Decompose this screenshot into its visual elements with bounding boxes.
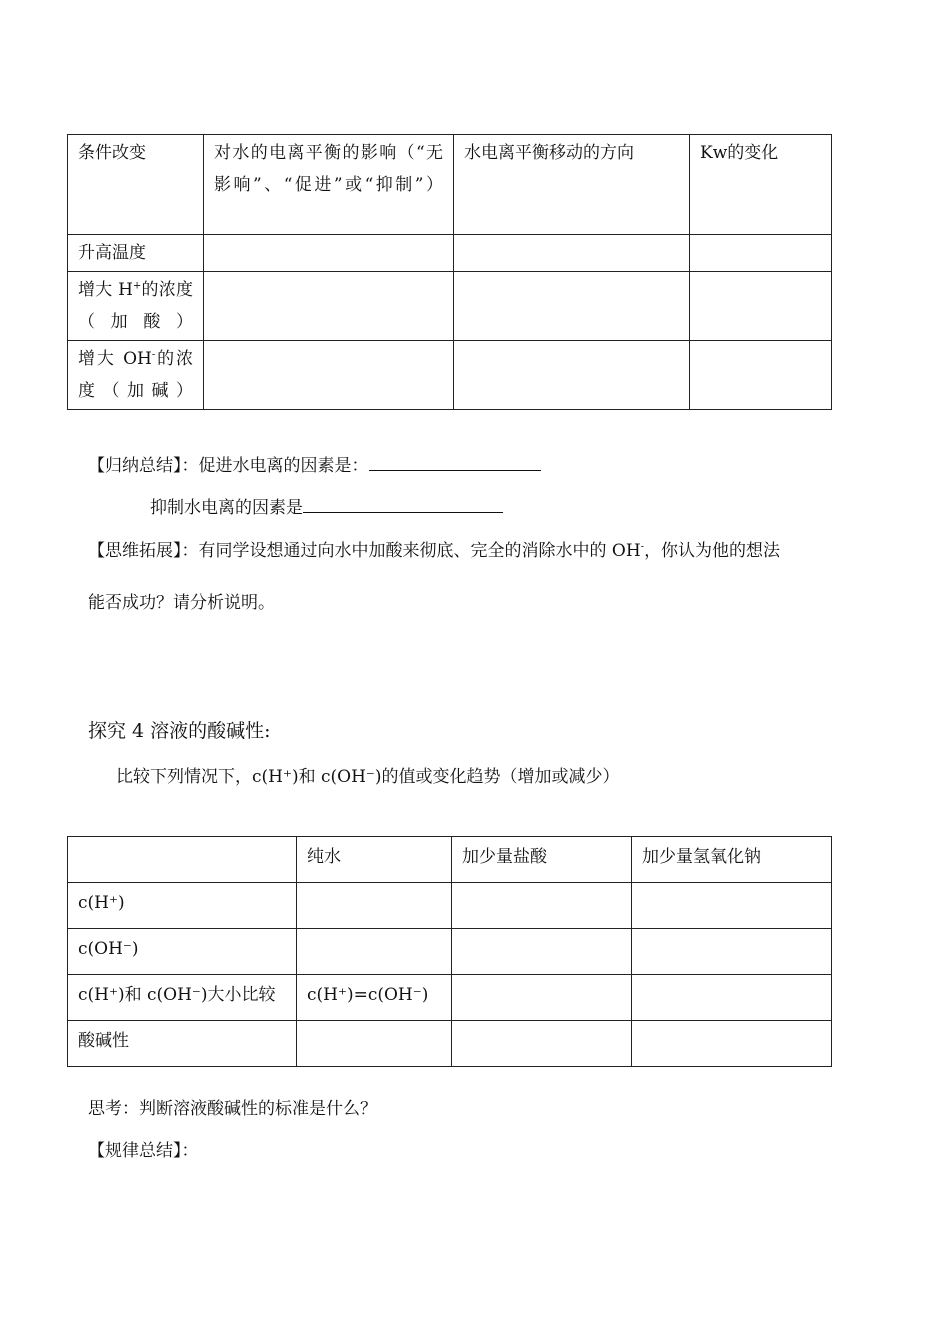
answer-cell[interactable] <box>454 235 690 272</box>
answer-cell[interactable] <box>690 272 832 341</box>
header-kw: Kw的变化 <box>690 135 832 235</box>
row-condition <box>68 272 204 341</box>
row-condition: 升高温度 <box>68 235 204 272</box>
row-label: 酸碱性 <box>68 1021 297 1067</box>
table-row <box>68 883 832 929</box>
answer-cell[interactable] <box>452 929 632 975</box>
water-ionization-table <box>67 134 832 410</box>
header-effect: 对水的电离平衡的影响（“无影响”、“促进”或“抑制”） <box>204 135 454 235</box>
answer-cell[interactable] <box>632 1021 832 1067</box>
table-header-row <box>68 135 832 235</box>
table-row <box>68 929 832 975</box>
summary-promote-line <box>88 452 541 479</box>
answer-cell[interactable] <box>632 883 832 929</box>
answer-cell[interactable] <box>452 883 632 929</box>
answer-cell[interactable] <box>454 341 690 410</box>
answer-cell[interactable] <box>204 235 454 272</box>
header-hcl: 加少量盐酸 <box>452 837 632 883</box>
answer-cell[interactable] <box>297 883 452 929</box>
condition-text: 增大 H <box>78 280 133 300</box>
superscript: + <box>132 280 142 292</box>
header-pure-water: 纯水 <box>297 837 452 883</box>
table-row <box>68 272 832 341</box>
extension-label: 【思维拓展】： <box>88 541 199 561</box>
table-row <box>68 1021 832 1067</box>
summary-inhibit-line <box>150 494 503 521</box>
header-direction: 水电离平衡移动的方向 <box>454 135 690 235</box>
condition-text: 的浓度（加酸） <box>78 280 193 332</box>
header-condition: 条件改变 <box>68 135 204 235</box>
condition-text: 增大 OH <box>78 349 152 369</box>
extension-line-2: 能否成功？请分析说明。 <box>88 593 275 613</box>
summary-label: 【归纳总结】： <box>88 456 199 476</box>
promote-text: 促进水电离的因素是： <box>198 456 369 476</box>
think-question: 思考：判断溶液酸碱性的标准是什么？ <box>88 1099 377 1119</box>
extension-line-1 <box>88 538 780 564</box>
acidity-table <box>67 836 832 1067</box>
answer-cell[interactable] <box>632 975 832 1021</box>
answer-cell[interactable] <box>452 1021 632 1067</box>
answer-cell[interactable] <box>632 929 832 975</box>
answer-cell[interactable] <box>297 1021 452 1067</box>
inhibit-blank[interactable] <box>303 494 503 513</box>
answer-cell[interactable] <box>690 341 832 410</box>
condition-text: 的浓度（加碱） <box>78 349 194 401</box>
section-instruction: 比较下列情况下，c(H⁺)和 c(OH⁻)的值或变化趋势（增加或减少） <box>116 767 620 787</box>
section-title: 探究 4 溶液的酸碱性: <box>88 720 271 742</box>
answer-cell[interactable] <box>454 272 690 341</box>
answer-cell[interactable] <box>297 929 452 975</box>
header-naoh: 加少量氢氧化钠 <box>632 837 832 883</box>
table-row <box>68 235 832 272</box>
answer-cell[interactable] <box>204 272 454 341</box>
superscript: - <box>151 349 156 361</box>
table-header-row <box>68 837 832 883</box>
superscript: - <box>640 541 645 553</box>
answer-cell[interactable] <box>690 235 832 272</box>
table-row <box>68 975 832 1021</box>
answer-cell[interactable] <box>452 975 632 1021</box>
row-label: c(H⁺)和 c(OH⁻)大小比较 <box>68 975 297 1021</box>
answer-cell[interactable]: c(H⁺)=c(OH⁻) <box>297 975 452 1021</box>
promote-blank[interactable] <box>369 452 541 471</box>
inhibit-text: 抑制水电离的因素是 <box>150 498 303 518</box>
rule-summary-label: 【规律总结】： <box>88 1141 199 1161</box>
row-label: c(OH⁻) <box>68 929 297 975</box>
row-label: c(H⁺) <box>68 883 297 929</box>
table-row <box>68 341 832 410</box>
header-empty <box>68 837 297 883</box>
answer-cell[interactable] <box>204 341 454 410</box>
row-condition <box>68 341 204 410</box>
extension-text: 有同学设想通过向水中加酸来彻底、完全的消除水中的 OH <box>198 541 641 561</box>
extension-text: ，你认为他的想法 <box>644 541 781 561</box>
